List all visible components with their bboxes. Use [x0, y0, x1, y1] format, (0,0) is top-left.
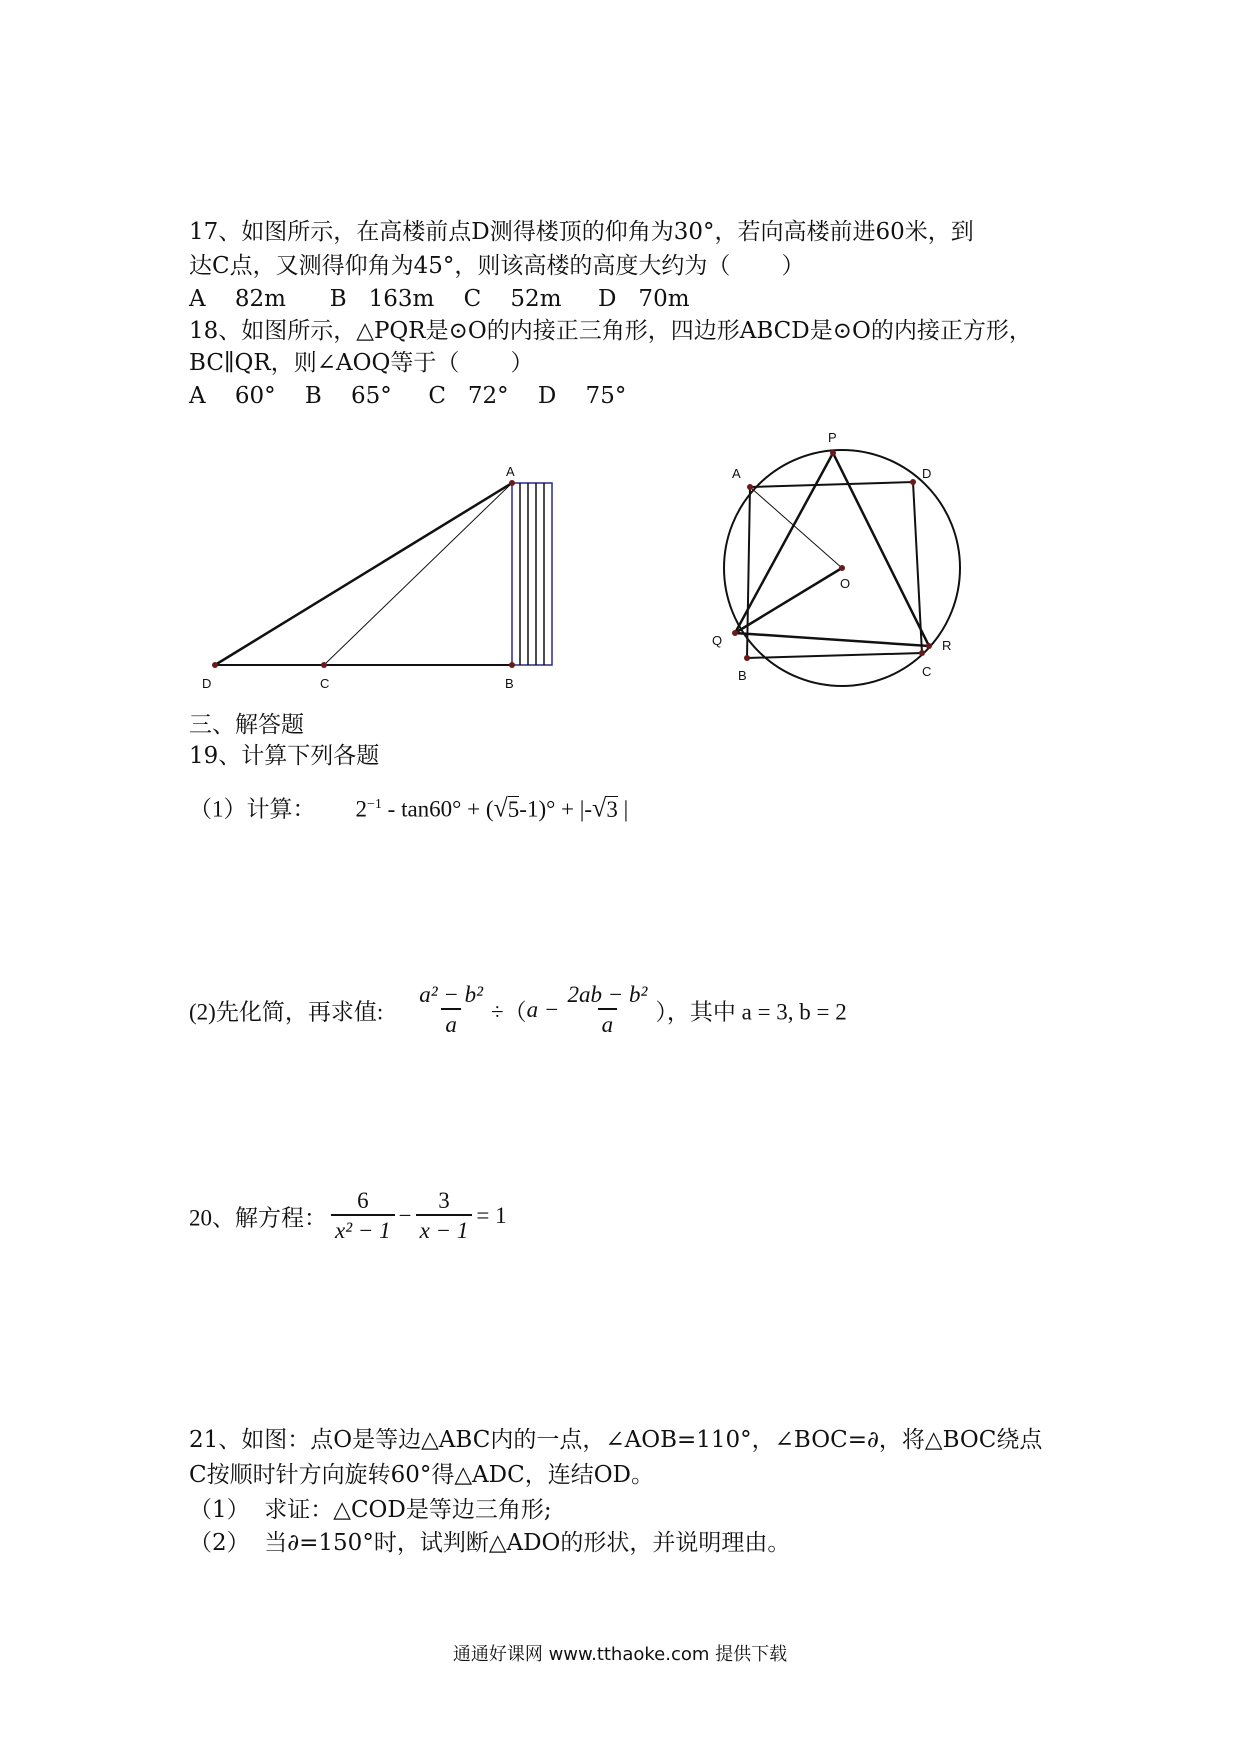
- building-figure: [190, 460, 570, 700]
- q21-line2: C按顺时针方向旋转60°得△ADC，连结OD。: [189, 1462, 654, 1488]
- q17-options: A 82m B 163m C 52m D 70m: [189, 286, 690, 312]
- label-C: C: [922, 664, 932, 679]
- q18-options: A 60° B 65° C 72° D 75°: [189, 383, 627, 409]
- circle-figure: [700, 420, 990, 700]
- label-O: O: [840, 576, 851, 591]
- q19-part2: (2)先化简，再求值: $\frac{\text{a² − b²}}{a}$ ÷（a − $\frac{\text{2ab − b²}}{a}$ ），其中 a = 3, b = 2: [189, 982, 847, 1037]
- label-D: D: [922, 466, 932, 481]
- label-P: P: [828, 430, 837, 445]
- label-Q: Q: [712, 633, 723, 648]
- label-R: R: [942, 638, 952, 653]
- line-CA: [324, 483, 512, 665]
- line-DA: [215, 483, 512, 665]
- q21-line1: 21、如图：点O是等边△ABC内的一点，∠AOB=110°，∠BOC=∂，将△BOC绕点: [189, 1427, 1043, 1453]
- section-title: 三、解答题: [189, 712, 304, 738]
- label-C: C: [320, 676, 330, 691]
- q18-line1: 18、如图所示，△PQR是⊙O的内接正三角形，四边形ABCD是⊙O的内接正方形，: [189, 318, 1032, 344]
- label-A: A: [732, 466, 741, 481]
- square-ABCD: [747, 482, 922, 658]
- q17-line2: 达C点，又测得仰角为45°，则该高楼的高度大约为（ ）: [189, 253, 805, 279]
- q19-part1: （1）计算： $2^{-1} - \tan 60^\circ + (√5-1)^\circ + |-√3$ |: [189, 793, 629, 823]
- q17-line1: 17、如图所示，在高楼前点D测得楼顶的仰角为30°，若向高楼前进60米，到: [189, 219, 974, 245]
- label-B: B: [738, 668, 747, 683]
- segment-AO: [750, 487, 842, 568]
- footer-credit: 通通好课网 www.tthaoke.com 提供下载: [452, 1644, 788, 1665]
- building: [512, 483, 552, 665]
- q20: 20、解方程： $\frac{6}{\text{x² − 1}}$ − $\frac{3}{x - 1}$ = 1: [189, 1188, 507, 1243]
- label-A: A: [506, 464, 515, 479]
- q19-title: 19、计算下列各题: [189, 743, 380, 769]
- label-D: D: [202, 676, 212, 691]
- q18-line2: BC∥QR，则∠AOQ等于（ ）: [189, 350, 534, 376]
- segment-QO: [735, 568, 842, 633]
- label-B: B: [505, 676, 514, 691]
- q21-part2: （2） 当∂=150°时，试判断△ADO的形状，并说明理由。: [189, 1530, 791, 1556]
- q21-part1: （1） 求证：△COD是等边三角形;: [189, 1497, 552, 1523]
